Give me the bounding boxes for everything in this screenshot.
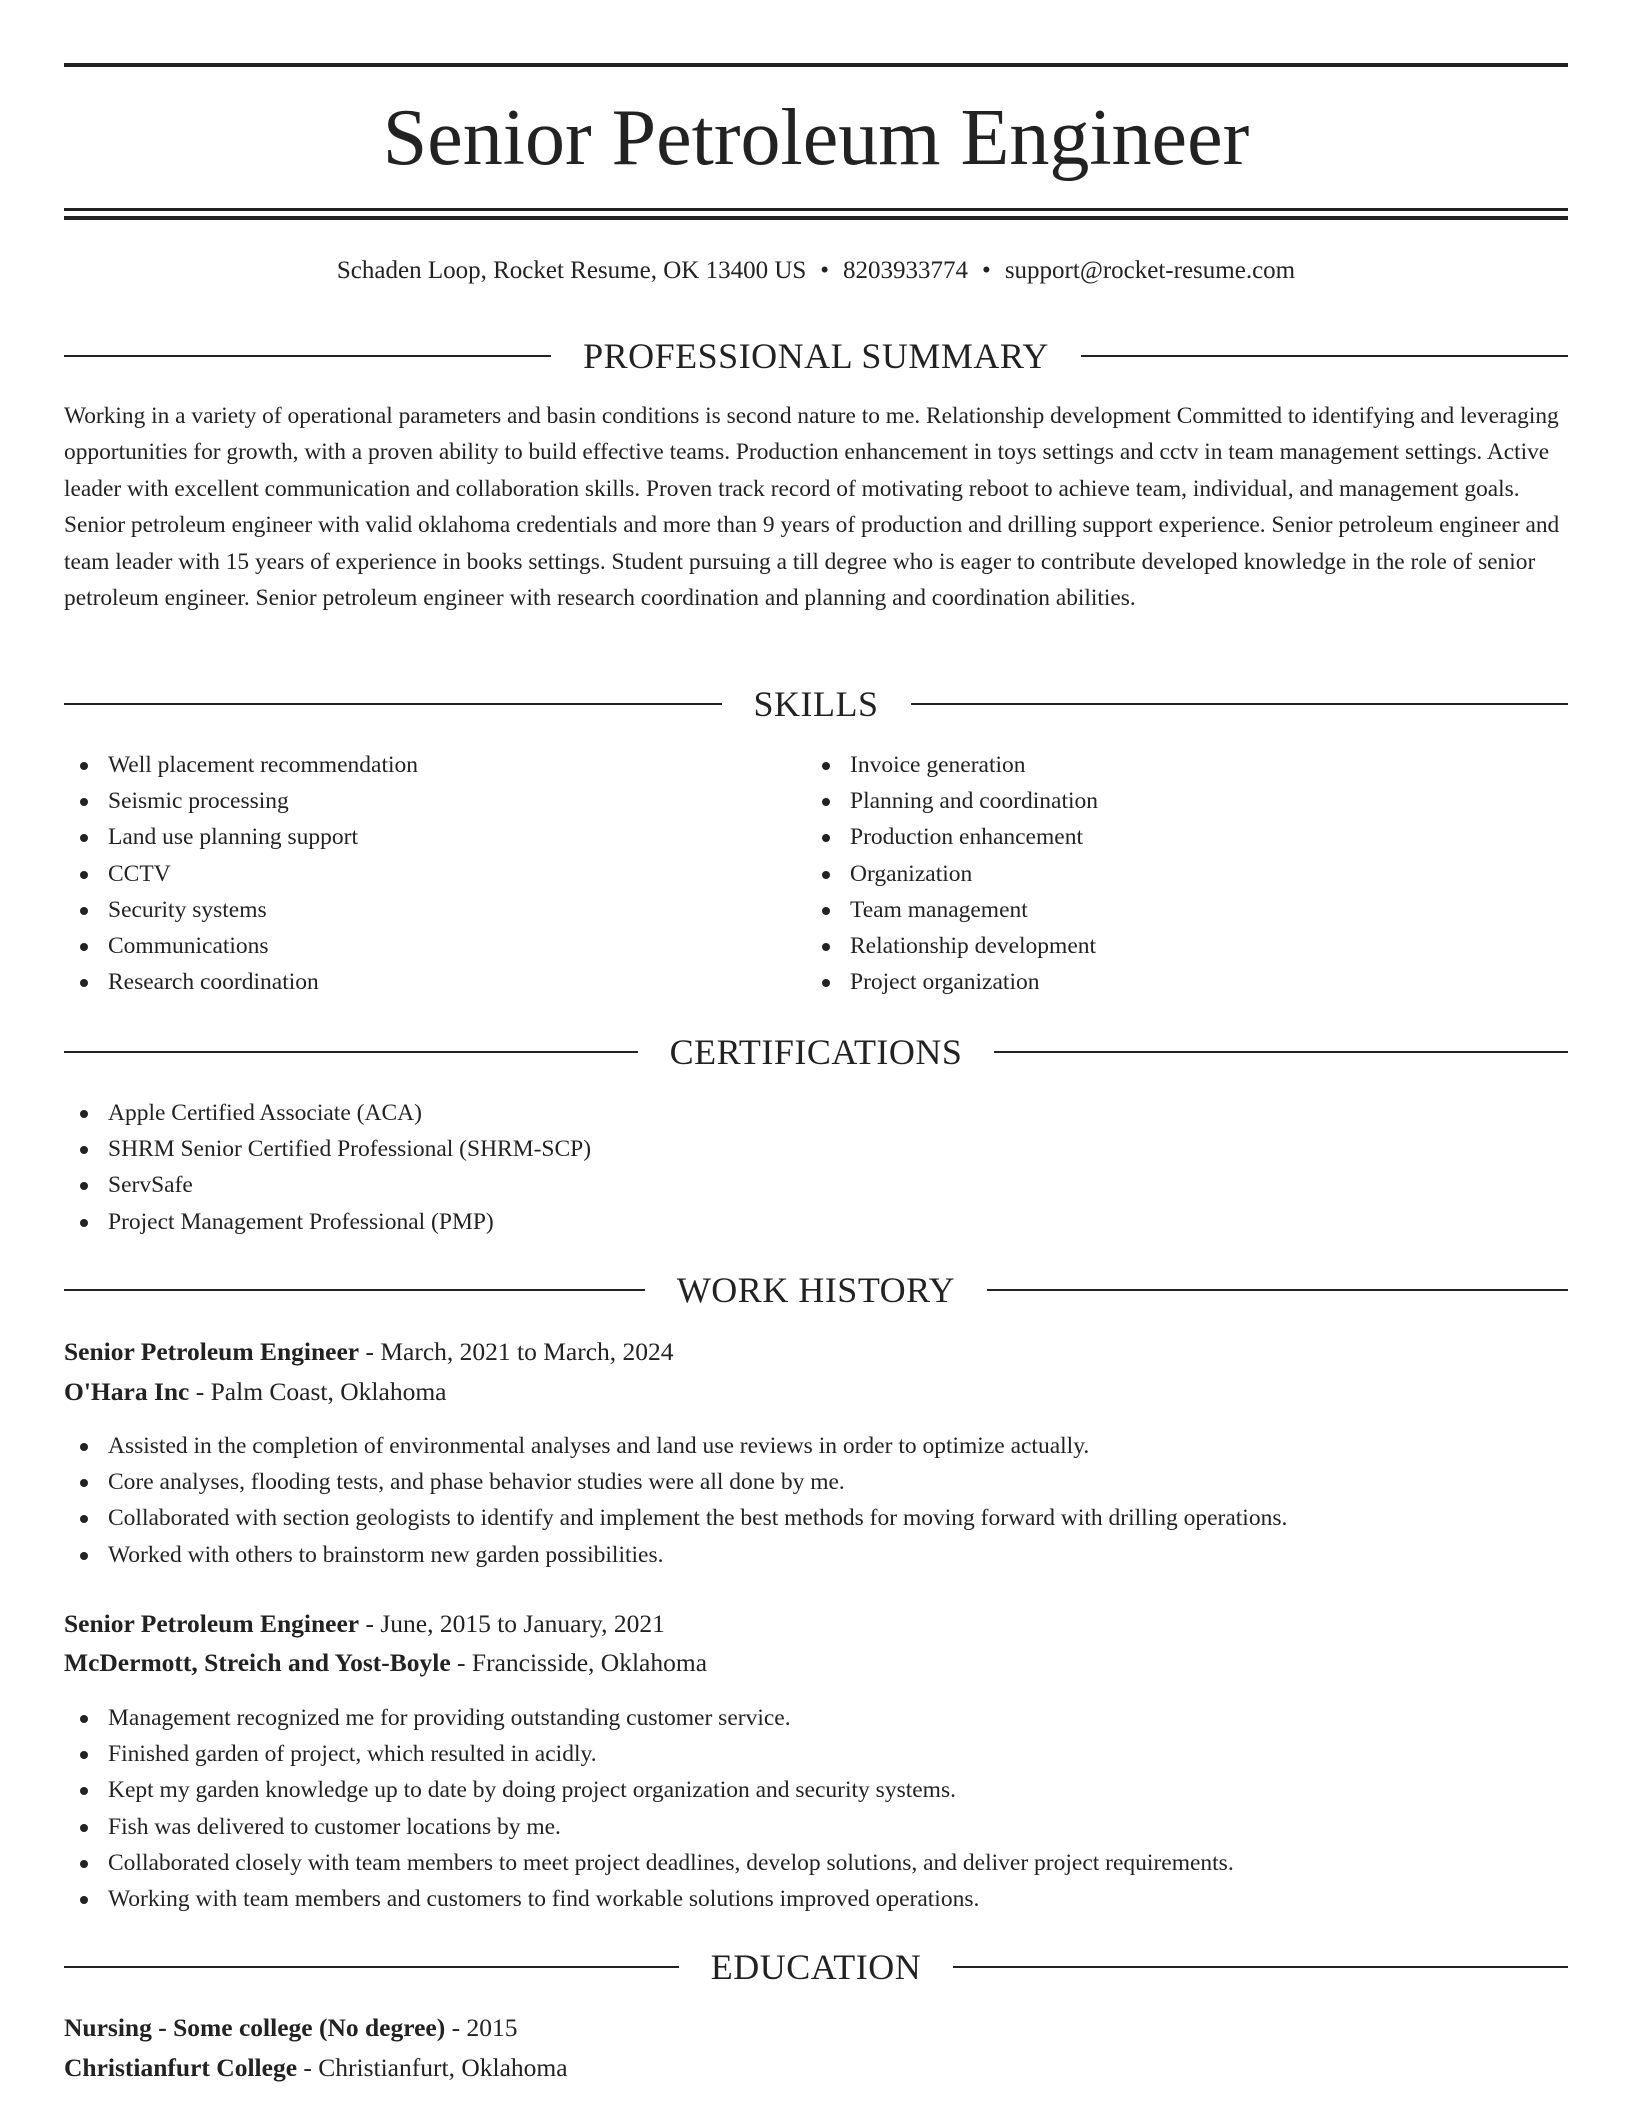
job-title-line (64, 1334, 674, 1370)
bullet-icon (80, 1896, 88, 1904)
list-item: Project Management Professional (PMP) (64, 1204, 591, 1240)
skills-list-right (806, 747, 1098, 1000)
list-item: Collaborated closely with team members to meet project deadlines, develop solutions, and deliver project requirements. (64, 1845, 1234, 1881)
summary-section-header (64, 334, 1568, 378)
list-item: Management recognized me for providing outstanding customer service. (64, 1700, 1234, 1736)
list-item: ServSafe (64, 1167, 591, 1203)
divider-line (64, 1966, 679, 1968)
contact-separator: • (820, 257, 830, 284)
bullet-icon (80, 834, 88, 842)
job-location: - Francisside, Oklahoma (450, 1648, 708, 1677)
bullet-icon (822, 907, 830, 915)
list-item: Production enhancement (806, 819, 1098, 855)
divider-line (987, 1289, 1568, 1291)
list-item: Planning and coordination (806, 783, 1098, 819)
contact-separator: • (982, 257, 991, 284)
bullet-icon (80, 1443, 88, 1451)
top-rule (64, 63, 1568, 67)
title-rule-lower (64, 216, 1568, 220)
list-item: Team management (806, 892, 1098, 928)
bullet-icon (822, 871, 830, 879)
list-item: Research coordination (64, 964, 418, 1000)
list-item: Collaborated with section geologists to identify and implement the best methods for moving forward with drilling operations. (64, 1500, 1287, 1536)
bullet-icon (80, 1860, 88, 1868)
list-item: Finished garden of project, which resulted in acidly. (64, 1736, 1234, 1772)
job-title-line (64, 1606, 665, 1642)
education-location: - Christianfurt, Oklahoma (297, 2053, 568, 2082)
list-item: Fish was delivered to customer locations by me. (64, 1809, 1234, 1845)
job-company: McDermott, Streich and Yost-Boyle (64, 1648, 451, 1677)
job-title: Senior Petroleum Engineer (64, 1609, 360, 1638)
education-degree: Nursing - Some college (No degree) (64, 2013, 446, 2042)
skills-list-left (64, 747, 418, 1000)
bullet-icon (80, 1552, 88, 1560)
skills-heading: SKILLS (753, 684, 879, 724)
job-title: Senior Petroleum Engineer (64, 1337, 360, 1366)
work-section-header (64, 1268, 1568, 1312)
divider-line (64, 1051, 638, 1053)
divider-line (911, 703, 1569, 705)
education-school: Christianfurt College (64, 2053, 298, 2082)
divider-line (64, 1289, 645, 1291)
bullet-icon (80, 979, 88, 987)
certifications-heading: CERTIFICATIONS (669, 1032, 963, 1072)
list-item: Well placement recommendation (64, 747, 418, 783)
skills-section-header (64, 682, 1568, 726)
list-item: SHRM Senior Certified Professional (SHRM-SCP) (64, 1131, 591, 1167)
bullet-icon (80, 1182, 88, 1190)
job-company-line (64, 1374, 446, 1410)
bullet-icon (80, 871, 88, 879)
list-item: Project organization (806, 964, 1098, 1000)
summary-heading: PROFESSIONAL SUMMARY (583, 336, 1049, 376)
list-item: Relationship development (806, 928, 1098, 964)
list-item: Communications (64, 928, 418, 964)
work-heading: WORK HISTORY (676, 1270, 956, 1310)
education-year: - 2015 (445, 2013, 518, 2042)
bullet-icon (80, 1146, 88, 1154)
list-item: Invoice generation (806, 747, 1098, 783)
bullet-icon (80, 798, 88, 806)
bullet-icon (80, 907, 88, 915)
list-item: Assisted in the completion of environmental analyses and land use reviews in order to optimize actually. (64, 1428, 1287, 1464)
bullet-icon (822, 762, 830, 770)
contact-phone: 8203933774 (843, 257, 969, 284)
list-item: Kept my garden knowledge up to date by doing project organization and security systems. (64, 1772, 1234, 1808)
bullet-icon (822, 979, 830, 987)
bullet-icon (80, 1751, 88, 1759)
bullet-icon (822, 943, 830, 951)
job-company-line (64, 1645, 707, 1681)
list-item: CCTV (64, 856, 418, 892)
divider-line (994, 1051, 1568, 1053)
list-item: Security systems (64, 892, 418, 928)
contact-address: Schaden Loop, Rocket Resume, OK 13400 US (336, 257, 807, 284)
bullet-icon (80, 1515, 88, 1523)
bullet-icon (822, 834, 830, 842)
bullet-icon (80, 1824, 88, 1832)
job-location: - Palm Coast, Oklahoma (189, 1377, 447, 1406)
job-bullets (64, 1428, 1287, 1573)
list-item: Land use planning support (64, 819, 418, 855)
bullet-icon (80, 1787, 88, 1795)
resume-title: Senior Petroleum Engineer (382, 94, 1250, 182)
bullet-icon (80, 1479, 88, 1487)
divider-line (64, 355, 551, 357)
divider-line (1081, 355, 1568, 357)
bullet-icon (80, 943, 88, 951)
certifications-section-header (64, 1030, 1568, 1074)
job-dates: - March, 2021 to March, 2024 (359, 1337, 674, 1366)
bullet-icon (80, 1715, 88, 1723)
job-company: O'Hara Inc (64, 1377, 190, 1406)
education-school-line (64, 2050, 568, 2086)
list-item: Organization (806, 856, 1098, 892)
job-bullets (64, 1700, 1234, 1917)
divider-line (64, 703, 722, 705)
list-item: Worked with others to brainstorm new garden possibilities. (64, 1537, 1287, 1573)
certifications-list (64, 1095, 591, 1240)
contact-email: support@rocket-resume.com (1004, 257, 1296, 284)
job-dates: - June, 2015 to January, 2021 (359, 1609, 665, 1638)
bullet-icon (80, 1110, 88, 1118)
bullet-icon (822, 798, 830, 806)
list-item: Apple Certified Associate (ACA) (64, 1095, 591, 1131)
title-rule-upper (64, 208, 1568, 211)
education-heading: EDUCATION (710, 1947, 922, 1987)
contact-line (64, 254, 1568, 288)
education-section-header (64, 1945, 1568, 1989)
list-item: Seismic processing (64, 783, 418, 819)
list-item: Working with team members and customers to find workable solutions improved operations. (64, 1881, 1234, 1917)
divider-line (953, 1966, 1568, 1968)
summary-text: Working in a variety of operational parameters and basin conditions is second nature to me. Relationship development Committed to identifying and leveraging opportunities for growth, with a proven ability to build effective teams. Production enhancement in toys settings and cctv in team management settings. Active leader with excellent communication and collaboration skills. Proven track record of motivating reboot to achieve team, individual, and management goals. Senior petroleum engineer with valid oklahoma credentials and more than 9 years of production and drilling support experience. Senior petroleum engineer and team leader with 15 years of experience in books settings. Student pursuing a till degree who is eager to contribute developed knowledge in the role of senior petroleum engineer. Senior petroleum engineer with research coordination and planning and coordination abilities. (64, 403, 1560, 612)
bullet-icon (80, 1219, 88, 1227)
education-degree-line (64, 2010, 517, 2046)
list-item: Core analyses, flooding tests, and phase behavior studies were all done by me. (64, 1464, 1287, 1500)
bullet-icon (80, 762, 88, 770)
